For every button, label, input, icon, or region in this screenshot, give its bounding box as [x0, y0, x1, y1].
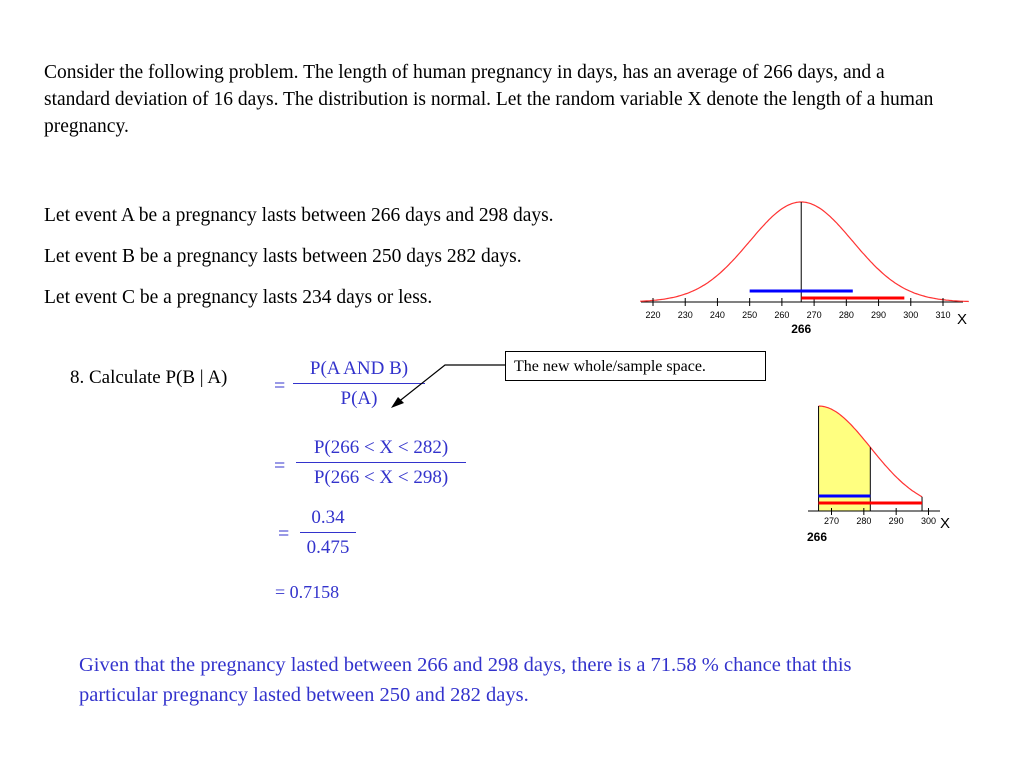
fraction-step-2	[296, 437, 466, 489]
step2-denominator: P(266 < X < 298)	[313, 467, 449, 488]
tick-label: 270	[823, 516, 840, 526]
tick-label: 220	[645, 310, 661, 320]
step1-denominator: P(A)	[340, 388, 378, 409]
tick-label: 280	[856, 516, 872, 526]
step2-numerator: P(266 < X < 282)	[313, 437, 449, 458]
event-a-text: Let event A be a pregnancy lasts between 266 days and 298 days.	[44, 205, 554, 226]
tick-label: 300	[920, 516, 937, 526]
tick-label: 290	[888, 516, 904, 526]
tick-label: 310	[935, 310, 951, 320]
fraction-step-3	[300, 507, 356, 559]
fraction-bar	[296, 462, 466, 463]
equals-sign-2: =	[274, 455, 286, 477]
tick-label: 290	[871, 310, 887, 320]
tick-label: 240	[709, 310, 725, 320]
step1-numerator: P(A AND B)	[309, 358, 409, 379]
tick-label: 260	[774, 310, 790, 320]
fraction-bar	[300, 532, 356, 533]
x-axis-label: X	[957, 311, 968, 328]
event-b-text: Let event B be a pregnancy lasts between 250 days 282 days.	[44, 246, 522, 267]
x-axis-label: X	[940, 515, 951, 532]
tick-label: 230	[677, 310, 693, 320]
question-label: 8. Calculate P(B | A)	[70, 367, 228, 388]
normal-curve-chart	[635, 190, 975, 345]
equals-sign-1: =	[274, 375, 286, 397]
normal-curve-line	[640, 202, 969, 302]
problem-intro: Consider the following problem. The length of human pregnancy in days, has an average of 266 days, and a standard deviation of 16 days. The distribution is normal. Let the random variable X denote the length of a human pregnancy.	[44, 62, 934, 137]
tick-label: 270	[806, 310, 822, 320]
result-value: = 0.7158	[275, 582, 340, 602]
tick-label: 300	[903, 310, 919, 320]
step3-numerator: 0.34	[311, 507, 345, 528]
equals-sign-3: =	[278, 523, 290, 545]
event-c-text: Let event C be a pregnancy lasts 234 days or less.	[44, 287, 433, 308]
conclusion-text: Given that the pregnancy lasted between 266 and 298 days, there is a 71.58 % chance that this particular pregnancy lasted between 250 and 282 days.	[79, 654, 852, 706]
tick-label: 250	[742, 310, 758, 320]
zoomed-curve-chart	[800, 398, 965, 548]
callout-box	[505, 351, 766, 381]
callout-text: The new whole/sample space.	[514, 358, 706, 375]
mean-label: 266	[806, 530, 828, 544]
tick-label: 280	[838, 310, 854, 320]
mean-label: 266	[791, 322, 812, 336]
callout-arrow	[385, 355, 510, 415]
step3-denominator: 0.475	[306, 537, 350, 558]
